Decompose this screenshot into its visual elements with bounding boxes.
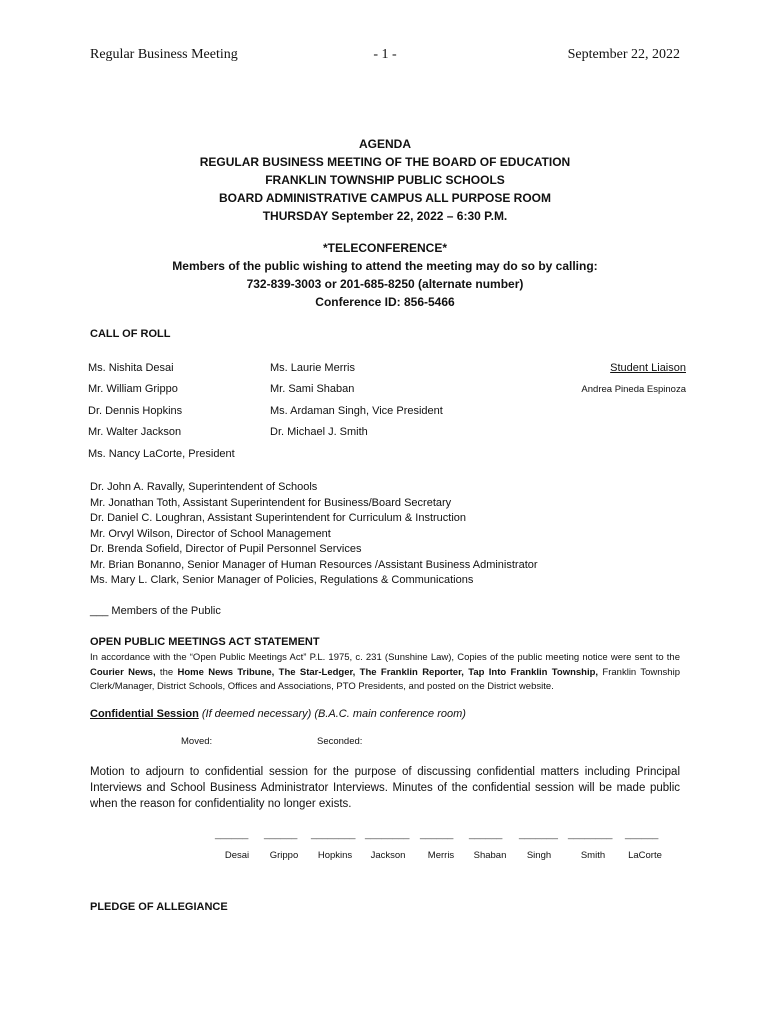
vote-name: Grippo — [269, 850, 299, 861]
vote-name: Hopkins — [317, 850, 353, 861]
staff-item: Mr. Orvyl Wilson, Director of School Management — [90, 527, 331, 540]
vote-name: LaCorte — [628, 850, 662, 861]
vote-blank: ______ — [215, 829, 249, 840]
vote-blank: ________ — [568, 829, 613, 840]
teleconference-title: *TELECONFERENCE* — [322, 241, 447, 255]
opma-text: Franklin Township Clerk/Manager, District Schools, Offices and Associations, PTO Presidents, and posted on the District website. — [90, 666, 680, 692]
vote-blank: ______ — [469, 829, 503, 840]
staff-item: Ms. Mary L. Clark, Senior Manager of Policies, Regulations & Communications — [90, 574, 474, 586]
staff-item: Dr. Brenda Sofield, Director of Pupil Personnel Services — [90, 543, 362, 555]
roll-member: Ms. Laurie Merris — [270, 362, 355, 374]
vote-name: Desai — [224, 850, 250, 861]
vote-name: Merris — [427, 850, 455, 861]
teleconference-block — [0, 239, 770, 311]
vote-blank: ________ — [365, 829, 410, 840]
agenda-title-block — [0, 135, 770, 225]
vote-blank: _______ — [519, 829, 558, 840]
vote-name: Jackson — [370, 850, 406, 861]
vote-name: Singh — [526, 850, 552, 861]
roll-member: Ms. Nishita Desai — [88, 362, 174, 374]
vote-name: Shaban — [473, 850, 507, 861]
staff-item: Mr. Brian Bonanno, Senior Manager of Human Resources /Assistant Business Administrator — [90, 558, 538, 571]
teleconference-id: Conference ID: 856-5466 — [315, 295, 455, 309]
meeting-datetime: THURSDAY September 22, 2022 – 6:30 P.M. — [262, 209, 508, 223]
district-name: FRANKLIN TOWNSHIP PUBLIC SCHOOLS — [265, 173, 505, 187]
opma-bold: Courier News, — [90, 666, 156, 678]
moved-label: Moved: — [181, 736, 213, 747]
student-liaison-name: Andrea Pineda Espinoza — [581, 384, 686, 395]
roll-member: Ms. Nancy LaCorte, President — [88, 448, 235, 460]
vote-name: Smith — [580, 850, 606, 861]
opma-text: In accordance with the “Open Public Meetings Act” P.L. 1975, c. 231 (Sunshine Law), Copies of the public meeting notice were sent to the — [90, 652, 680, 663]
roll-member: Mr. William Grippo — [88, 383, 178, 395]
confidential-session-subtitle: (If deemed necessary) (B.A.C. main conference room) — [198, 708, 466, 720]
pledge-title: PLEDGE OF ALLEGIANCE — [90, 901, 228, 913]
vote-blank: ______ — [420, 829, 454, 840]
roll-member: Dr. Michael J. Smith — [270, 426, 368, 438]
confidential-session-title: Confidential Session — [90, 708, 199, 720]
header-date: September 22, 2022 — [567, 47, 680, 62]
confidential-session-heading — [90, 708, 466, 720]
roll-member: Mr. Sami Shaban — [270, 383, 355, 395]
opma-title: OPEN PUBLIC MEETINGS ACT STATEMENT — [90, 636, 320, 648]
seconded-label: Seconded: — [317, 736, 363, 747]
roll-member: Mr. Walter Jackson — [88, 426, 182, 438]
vote-blank: ______ — [625, 829, 659, 840]
student-liaison-title: Student Liaison — [610, 362, 686, 374]
confidential-motion: Motion to adjourn to confidential session for the purpose of discussing confidential matters including Principal Interviews and School Business Administrator Interviews. Minutes of the confidential session will be made public when the reason for confidentiality no longer exists. — [90, 766, 680, 810]
vote-blank: ______ — [264, 829, 298, 840]
call-of-roll-title: CALL OF ROLL — [90, 328, 171, 340]
opma-statement — [90, 651, 680, 695]
agenda-title: AGENDA — [358, 137, 411, 151]
staff-item: Dr. Daniel C. Loughran, Assistant Superintendent for Curriculum & Instruction — [90, 512, 467, 524]
members-of-public: ___ Members of the Public — [90, 605, 221, 617]
opma-bold: Home News Tribune, The Star-Ledger, The Franklin Reporter, Tap Into Franklin Township, — [177, 666, 599, 678]
staff-item: Mr. Jonathan Toth, Assistant Superintendent for Business/Board Secretary — [90, 496, 452, 509]
meeting-title: REGULAR BUSINESS MEETING OF THE BOARD OF EDUCATION — [199, 155, 571, 169]
staff-item: Dr. John A. Ravally, Superintendent of Schools — [90, 481, 318, 493]
meeting-location: BOARD ADMINISTRATIVE CAMPUS ALL PURPOSE ROOM — [218, 191, 551, 205]
roll-member: Ms. Ardaman Singh, Vice President — [270, 405, 443, 417]
opma-text: the — [155, 666, 178, 678]
roll-member: Dr. Dennis Hopkins — [88, 405, 183, 417]
teleconference-phone: 732-839-3003 or 201-685-8250 (alternate number) — [246, 277, 524, 291]
teleconference-instructions: Members of the public wishing to attend the meeting may do so by calling: — [172, 259, 598, 273]
header-left: Regular Business Meeting — [90, 47, 238, 62]
vote-blank: ________ — [311, 829, 356, 840]
staff-list — [90, 480, 538, 589]
page-number: - 1 - — [373, 47, 397, 62]
